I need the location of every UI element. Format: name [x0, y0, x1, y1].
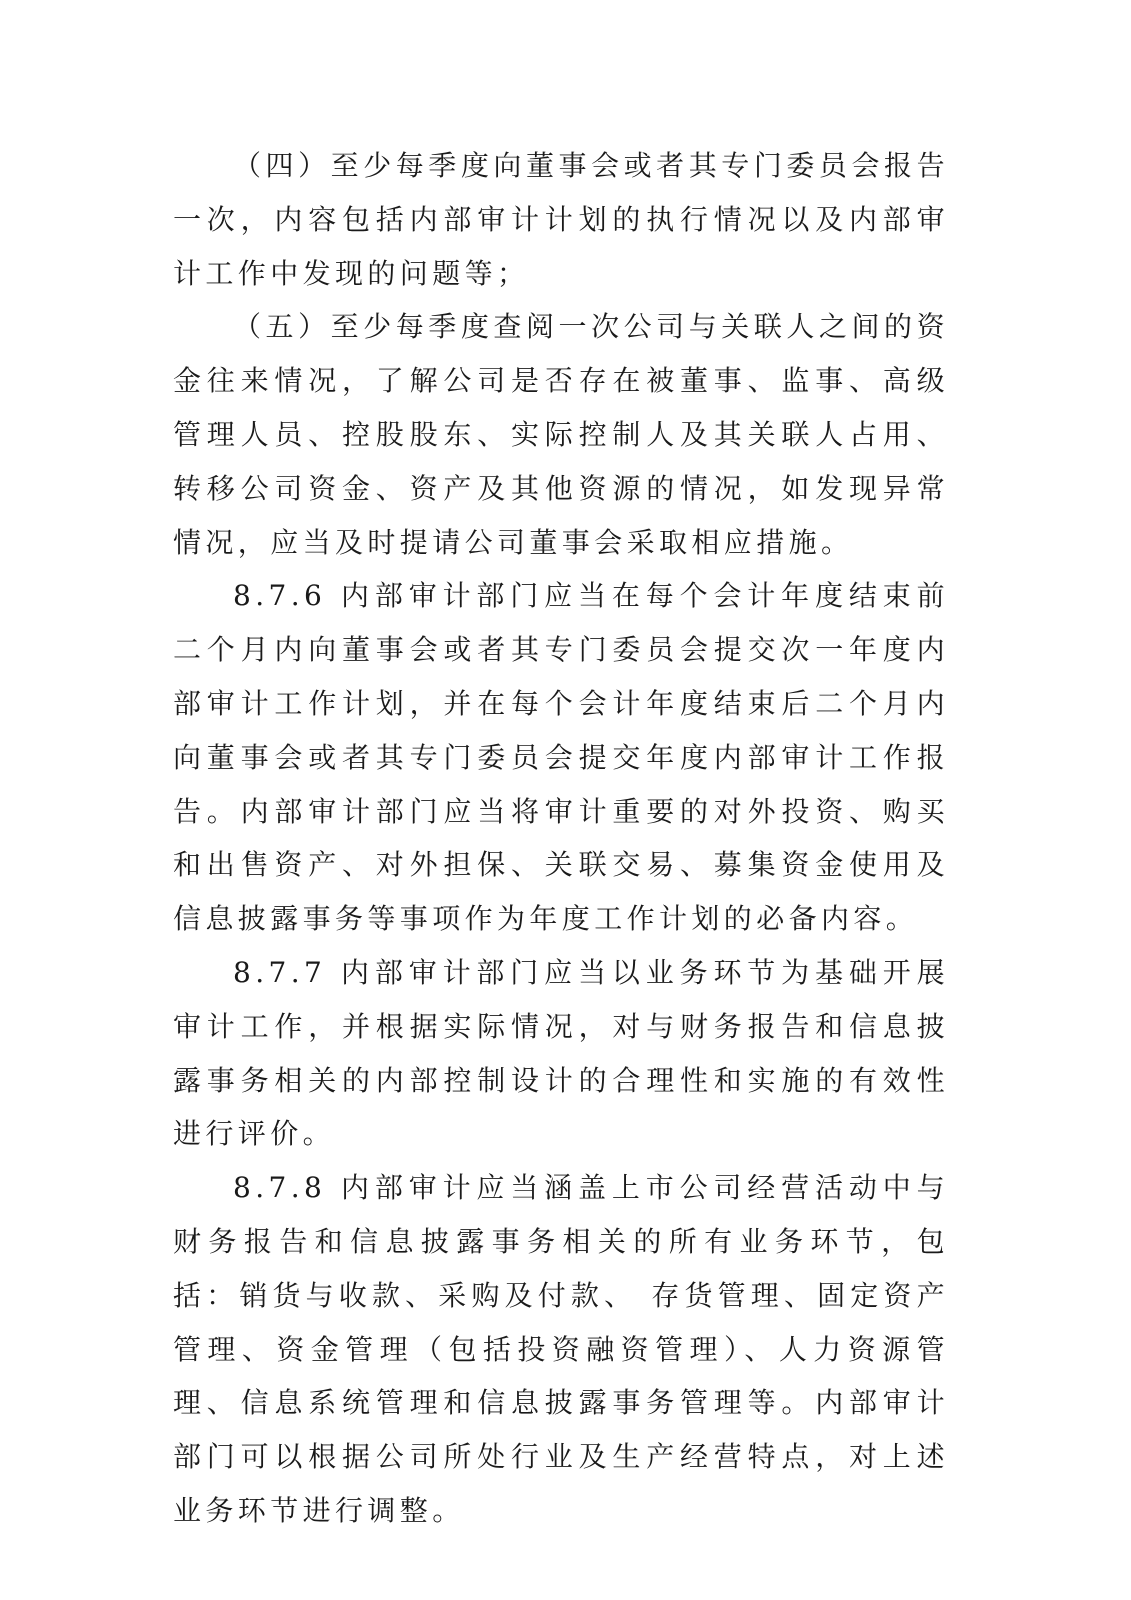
paragraph-8-7-8: 8.7.8 内部审计应当涵盖上市公司经营活动中与财务报告和信息披露事务相关的所有业务环节，包括：销货与收款、采购及付款、 存货管理、固定资产管理、资金管理（包括投资融资管理）、人力资源管理、信息系统管理和信息披露事务管理等。内部审计部门可以根据公司所处行业及生产经营特点，对上述业务环节进行调整。: [173, 1171, 949, 1527]
document-page: [173, 139, 949, 1538]
paragraph-8-7-6: 8.7.6 内部审计部门应当在每个会计年度结束前二个月内向董事会或者其专门委员会提交次一年度内部审计工作计划，并在每个会计年度结束后二个月内向董事会或者其专门委员会提交年度内部审计工作报告。内部审计部门应当将审计重要的对外投资、购买和出售资产、对外担保、关联交易、募集资金使用及信息披露事务等事项作为年度工作计划的必备内容。: [173, 579, 949, 936]
paragraph-item-4: （四）至少每季度向董事会或者其专门委员会报告一次，内容包括内部审计计划的执行情况以及内部审计工作中发现的问题等；: [173, 149, 949, 290]
paragraph-8-7-7: 8.7.7 内部审计部门应当以业务环节为基础开展审计工作，并根据实际情况，对与财务报告和信息披露事务相关的内部控制设计的合理性和实施的有效性进行评价。: [173, 955, 949, 1151]
paragraph-item-5: （五）至少每季度查阅一次公司与关联人之间的资金往来情况，了解公司是否存在被董事、监事、高级管理人员、控股股东、实际控制人及其关联人占用、转移公司资金、资产及其他资源的情况，如发现异常情况，应当及时提请公司董事会采取相应措施。: [173, 310, 949, 559]
